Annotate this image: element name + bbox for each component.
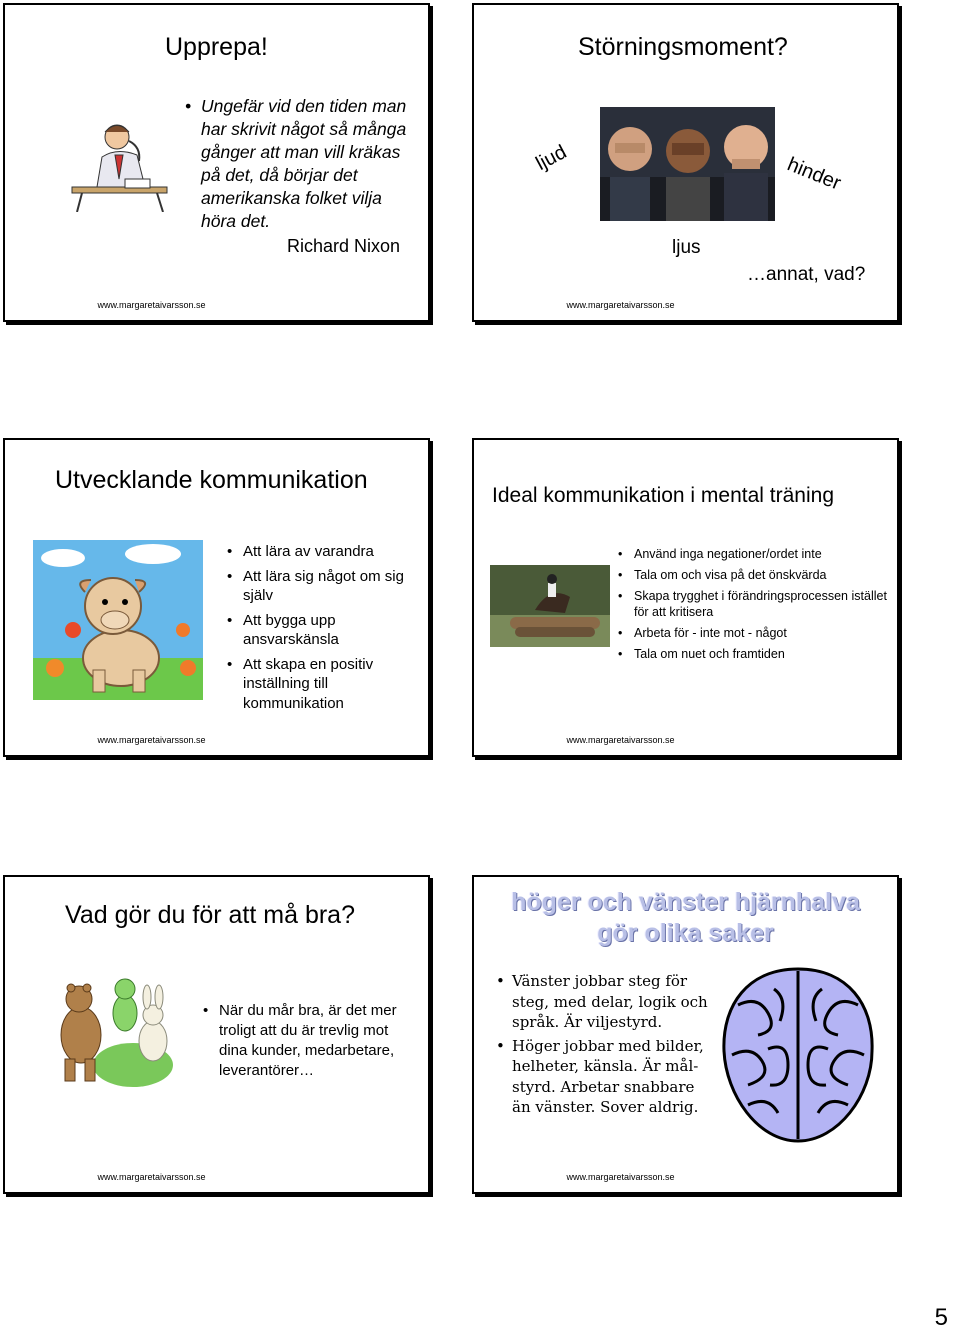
slide-ideal-kommunikation bbox=[472, 438, 899, 757]
list-item: • Att bygga upp ansvarskänsla bbox=[227, 611, 422, 650]
list-item: • Vänster jobbar steg för steg, med delar, logik och språk. Är viljestyrd. bbox=[496, 971, 716, 1033]
slide-title-line1: höger och vänster hjärnhalva bbox=[511, 888, 860, 916]
slide-title-line2: gör olika saker bbox=[597, 919, 774, 947]
brain-illustration bbox=[718, 965, 878, 1145]
slide-upprepa bbox=[3, 3, 430, 322]
horse-jump-photo bbox=[490, 565, 610, 647]
slide-footer: www.margaretaivarsson.se bbox=[97, 735, 206, 745]
dancing-animals-illustration bbox=[41, 975, 181, 1093]
list-item: • Arbeta för - inte mot - något bbox=[618, 625, 888, 641]
slide-title: Störningsmoment? bbox=[578, 33, 788, 61]
slide-title: Ideal kommunikation i mental träning bbox=[492, 484, 835, 507]
slide-title: Upprepa! bbox=[165, 33, 268, 61]
quote-author: Richard Nixon bbox=[287, 236, 401, 256]
slide-footer: www.margaretaivarsson.se bbox=[566, 300, 675, 310]
list-item: • Använd inga negationer/ordet inte bbox=[618, 546, 888, 562]
word-hinder: hinder bbox=[784, 153, 844, 195]
slide-utvecklande-kommunikation bbox=[3, 438, 430, 757]
man-at-desk-illustration bbox=[67, 117, 172, 212]
slide-storningsmoment bbox=[472, 3, 899, 322]
list-item: • Höger jobbar med bilder, helheter, känsla. Är mål-styrd. Arbetar snabbare än vänster. Sover aldrig. bbox=[496, 1036, 716, 1118]
list-item: • Tala om och visa på det önskvärda bbox=[618, 567, 888, 583]
slide-title: Vad gör du för att må bra? bbox=[65, 901, 355, 929]
word-annat: …annat, vad? bbox=[747, 264, 866, 285]
slide-hjarnhalva bbox=[472, 875, 899, 1194]
list-item: • Att lära sig något om sig själv bbox=[227, 567, 422, 606]
dog-illustration bbox=[33, 540, 203, 700]
slide-footer: www.margaretaivarsson.se bbox=[566, 735, 675, 745]
list-item: • När du mår bra, är det mer troligt att du är trevlig mot dina kunder, medarbetare, leverantörer… bbox=[203, 1001, 418, 1081]
word-ljus: ljus bbox=[672, 237, 701, 258]
list-item: • Tala om nuet och framtiden bbox=[618, 646, 888, 662]
slide-title: Utvecklande kommunikation bbox=[55, 466, 368, 494]
three-men-photo bbox=[600, 107, 775, 221]
slide-footer: www.margaretaivarsson.se bbox=[566, 1172, 675, 1182]
list-item: • Skapa trygghet i förändringsprocessen istället för att kritisera bbox=[618, 588, 888, 620]
page-number: 5 bbox=[934, 1304, 948, 1331]
slide-vad-gor-du bbox=[3, 875, 430, 1194]
slide-footer: www.margaretaivarsson.se bbox=[97, 1172, 206, 1182]
word-ljud: ljud bbox=[532, 141, 571, 176]
quote-text: • Ungefär vid den tiden man har skrivit något så många gånger att man vill kräkas på det, då börjar det amerikanska folket vilja höra det. bbox=[185, 95, 415, 233]
slide-footer: www.margaretaivarsson.se bbox=[97, 300, 206, 310]
list-item: • Att skapa en positiv inställning till kommunikation bbox=[227, 655, 422, 714]
list-item: • Att lära av varandra bbox=[227, 542, 422, 562]
